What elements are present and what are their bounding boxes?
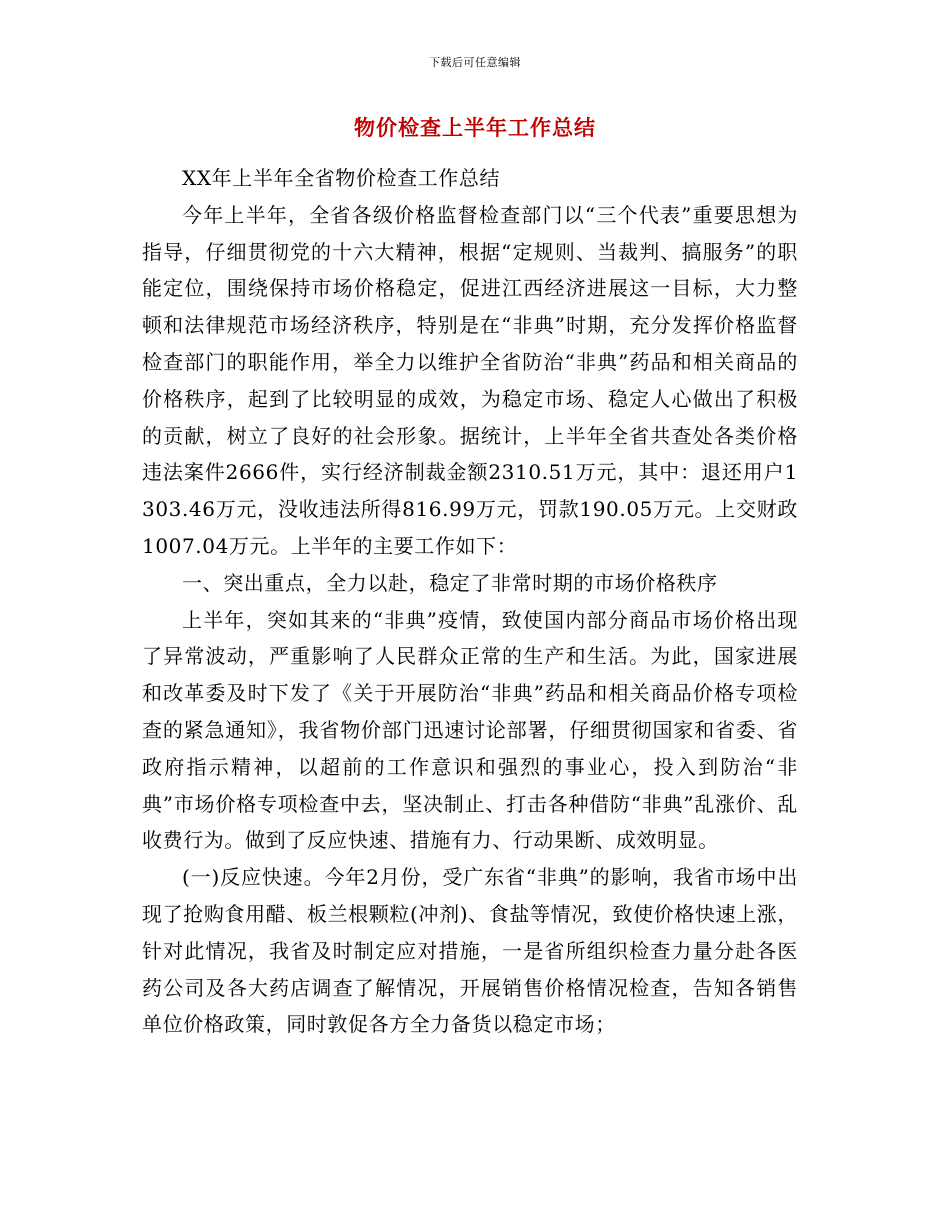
subsection-1-paragraph: (一)反应快速。今年2月份，受广东省“非典”的影响，我省市场中出现了抢购食用醋、板兰根颗粒(冲剂)、食盐等情况，致使价格快速上涨，针对此情况，我省及时制定应对措施，一是省所组织检查力量分赴各医药公司及各大药店调查了解情况，开展销售价格情况检查，告知各销售单位价格政策，同时敦促各方全力备货以稳定市场； [142,865,798,1037]
document-body [142,160,798,1043]
subtitle-paragraph: XX年上半年全省物价检查工作总结 [182,166,501,190]
summary-paragraph: 今年上半年，全省各级价格监督检查部门以“三个代表”重要思想为指导，仔细贯彻党的十六大精神，根据“定规则、当裁判、搞服务”的职能定位，围绕保持市场价格稳定，促进江西经济进展这一目标，大力整顿和法律规范市场经济秩序，特别是在“非典”时期，充分发挥价格监督检查部门的职能作用，举全力以维护全省防治“非典”药品和相关商品的价格秩序，起到了比较明显的成效，为稳定市场、稳定人心做出了积极的贡献，树立了良好的社会形象。据统计，上半年全省共查处各类价格违法案件2666件，实行经济制裁金额2310.51万元，其中：退还用户1303.46万元，没收违法所得816.99万元，罚款190.05万元。上交财政1007.04万元。上半年的主要工作如下： [142,202,798,558]
document-title: 物价检查上半年工作总结 [354,115,596,140]
header-note: 下载后可任意编辑 [429,56,521,69]
section-1-paragraph: 上半年，突如其来的“非典”疫情，致使国内部分商品市场价格出现了异常波动，严重影响了人民群众正常的生产和生活。为此，国家进展和改革委及时下发了《关于开展防治“非典”药品和相关商品价格专项检查的紧急通知》，我省物价部门迅速讨论部署，仔细贯彻国家和省委、省政府指示精神，以超前的工作意识和强烈的事业心，投入到防治“非典”市场价格专项检查中去，坚决制止、打击各种借防“非典”乱涨价、乱收费行为。做到了反应快速、措施有力、行动果断、成效明显。 [142,607,798,853]
section-heading-1: 一、突出重点，全力以赴，稳定了非常时期的市场价格秩序 [182,570,718,595]
